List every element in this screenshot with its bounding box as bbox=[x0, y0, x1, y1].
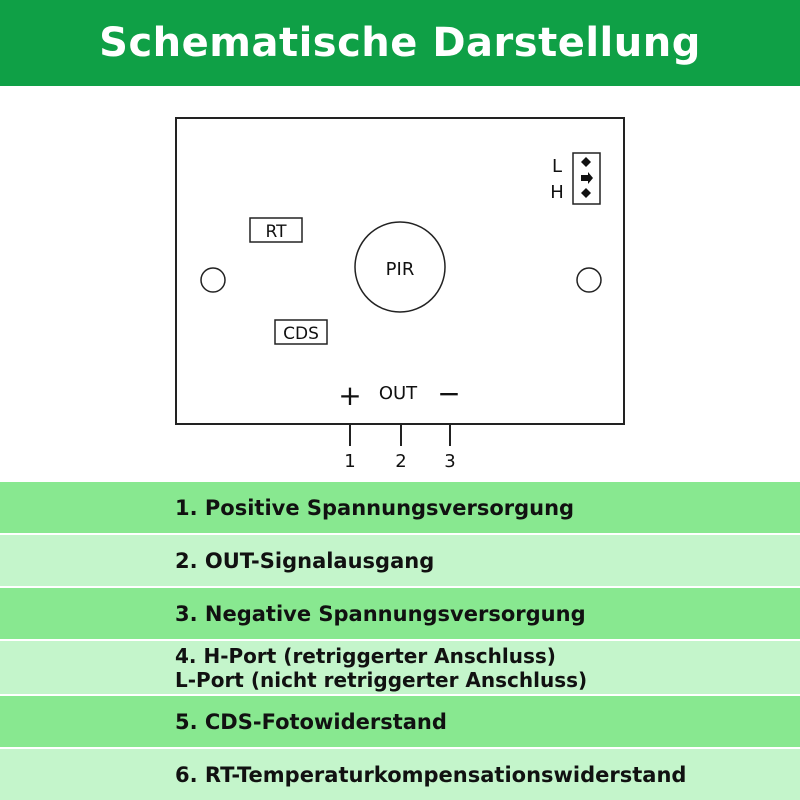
mounting-hole-left bbox=[201, 268, 225, 292]
legend-row-4 bbox=[0, 641, 800, 694]
legend-text-line-1: 4. H-Port (retriggerter Anschluss) bbox=[175, 643, 556, 668]
mounting-hole-right bbox=[577, 268, 601, 292]
legend-text: 3. Negative Spannungsversorgung bbox=[175, 601, 586, 626]
legend-text: 6. RT-Temperaturkompensationswiderstand bbox=[175, 762, 687, 787]
legend-row-6 bbox=[0, 749, 800, 800]
legend-text: 1. Positive Spannungsversorgung bbox=[175, 495, 575, 520]
rt-label: RT bbox=[265, 222, 287, 242]
schematic-diagram bbox=[0, 86, 800, 482]
jumper-pin-bottom-icon bbox=[581, 188, 591, 198]
header-bar bbox=[0, 0, 800, 86]
legend-text: 5. CDS-Fotowiderstand bbox=[175, 709, 447, 734]
jumper-l-label: L bbox=[551, 156, 563, 177]
legend-text-line-2: L-Port (nicht retriggerter Anschluss) bbox=[175, 667, 588, 692]
legend-text: 2. OUT-Signalausgang bbox=[175, 548, 435, 573]
plus-label: + bbox=[338, 379, 362, 412]
pir-label: PIR bbox=[385, 259, 415, 280]
legend-row-2 bbox=[0, 535, 800, 586]
legend-row-5 bbox=[0, 696, 800, 747]
minus-label: − bbox=[437, 377, 461, 410]
cds-label: CDS bbox=[283, 324, 319, 344]
jumper-h-label: H bbox=[550, 182, 564, 203]
legend-list bbox=[0, 482, 800, 800]
jumper-arrow-icon bbox=[581, 172, 593, 184]
out-label: OUT bbox=[378, 383, 418, 404]
pin-3-label: 3 bbox=[444, 451, 456, 472]
legend-row-1 bbox=[0, 482, 800, 533]
pin-2-label: 2 bbox=[395, 451, 407, 472]
jumper-pin-top-icon bbox=[581, 157, 591, 167]
pin-1-label: 1 bbox=[344, 451, 356, 472]
legend-row-3 bbox=[0, 588, 800, 639]
page-title: Schematische Darstellung bbox=[99, 20, 701, 66]
schematic-svg bbox=[0, 86, 800, 482]
